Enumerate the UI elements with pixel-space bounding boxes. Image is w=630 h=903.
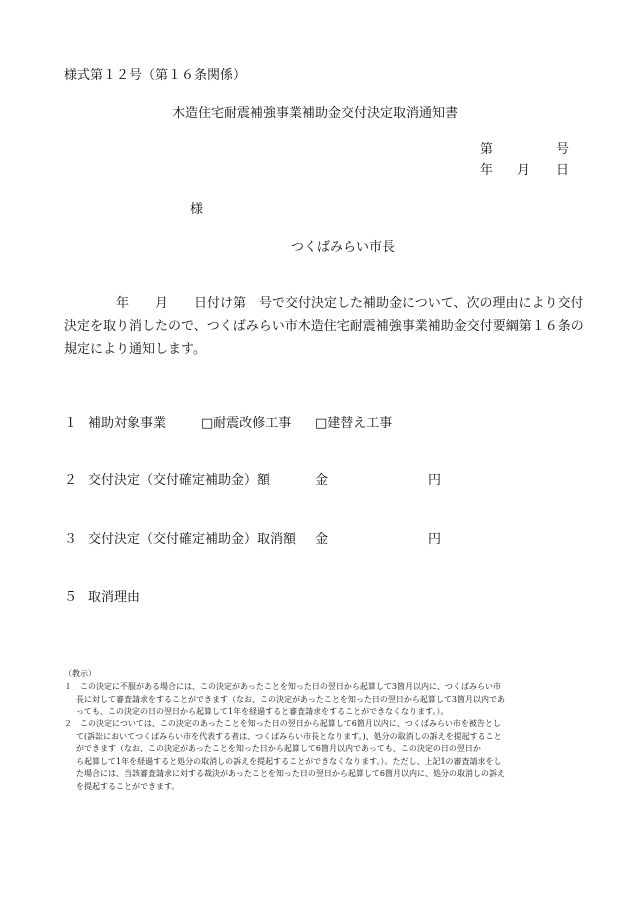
date-year-label: 年 bbox=[480, 163, 494, 178]
section-3-number: ３ bbox=[64, 532, 78, 547]
section-1-number: １ bbox=[64, 416, 78, 431]
note-2-line: ができます（なお、この決定があったことを知った日から起算して6箇月以内であっても、この決定の日の翌日か bbox=[76, 744, 481, 753]
section-3-amount-suffix: 円 bbox=[428, 532, 442, 547]
form-number: 様式第１２号（第１６条関係） bbox=[64, 68, 247, 83]
section-2-number: ２ bbox=[64, 473, 78, 488]
section-5-label: 取消理由 bbox=[88, 590, 141, 605]
date-month-label: 月 bbox=[517, 163, 531, 178]
reference-number-label: 第 bbox=[480, 142, 494, 157]
body-text-line: 規定により通知します。 bbox=[64, 342, 206, 357]
note-2-line: ２ この決定については、この決定のあったことを知った日の翌日から起算して6箇月以内に、つくばみらい市を被告とし bbox=[64, 719, 501, 728]
note-2-line: を提起することができます。 bbox=[76, 782, 180, 791]
section-2-amount-prefix: 金 bbox=[315, 473, 329, 488]
note-1-line: っても、この決定の日の翌日から起算して1年を経過すると審査請求をすることができなくなります。）。 bbox=[76, 707, 449, 716]
section-3-label: 交付決定（交付確定補助金）取消額 bbox=[88, 532, 297, 547]
option-rebuild-checkbox: □建替え工事 bbox=[315, 416, 393, 431]
document-title: 木造住宅耐震補強事業補助金交付決定取消通知書 bbox=[171, 106, 458, 121]
body-text-line: 決定を取り消したので、つくばみらい市木造住宅耐震補強事業補助金交付要綱第１６条の bbox=[64, 319, 584, 334]
addressee-honorific: 様 bbox=[190, 202, 204, 217]
note-2-line: た場合には、当該審査請求に対する裁決があったことを知った日の翌日から起算して6箇月以内に、処分の取消しの訴え bbox=[76, 769, 506, 778]
note-2-line: て(訴訟においてつくばみらい市を代表する者は、つくばみらい市長となります。)、処分の取消しの訴えを提起すること bbox=[76, 732, 502, 741]
section-5-number: ５ bbox=[64, 590, 78, 605]
section-2-label: 交付決定（交付確定補助金）額 bbox=[88, 473, 271, 488]
note-1-line: 長に対して審査請求をすることができます（なお、この決定があったことを知った日の翌日から起算して3箇月以内であ bbox=[76, 695, 506, 704]
notes-heading: （教示） bbox=[64, 669, 96, 678]
section-2-amount-suffix: 円 bbox=[428, 473, 442, 488]
issuer-name: つくばみらい市長 bbox=[291, 240, 396, 255]
note-2-line: ら起算して1年を経過すると処分の取消しの訴えを提起することができなくなります。）。ただし、上記1の審査請求をし bbox=[76, 757, 502, 766]
reference-number-unit: 号 bbox=[556, 142, 570, 157]
section-3-amount-prefix: 金 bbox=[315, 532, 329, 547]
body-text-line: 年 月 日付け第 号で交付決定した補助金について、次の理由により交付 bbox=[64, 296, 584, 311]
note-1-line: １ この決定に不服がある場合には、この決定があったことを知った日の翌日から起算して3箇月以内に、つくばみらい市 bbox=[64, 682, 502, 691]
section-1-label: 補助対象事業 bbox=[88, 416, 167, 431]
date-day-label: 日 bbox=[556, 163, 570, 178]
option-seismic-retrofit-checkbox: □耐震改修工事 bbox=[201, 416, 292, 431]
